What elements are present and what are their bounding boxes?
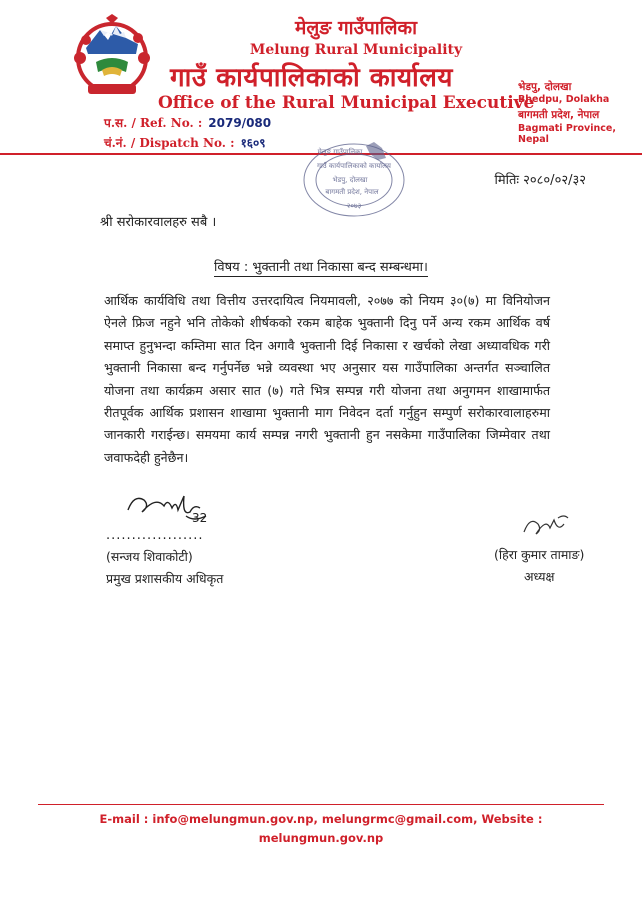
municipality-name-nepali: मेलुङ गाउँपालिका [294, 17, 418, 39]
signatory-title-right: अध्यक्ष [524, 569, 555, 584]
footer-line-1: E-mail : info@melungmun.gov.np, melungrmc@gmail.com, Website : [99, 812, 543, 826]
svg-text:32: 32 [192, 511, 208, 525]
ref-label: प.स. / Ref. No. : [104, 116, 203, 130]
office-name-nepali: गाउँ कार्यपालिकाको कार्यालय [170, 63, 453, 93]
signatory-name-right: (हिरा कुमार तामाङ) [494, 547, 585, 562]
signatory-name-left: (सन्जय शिवाकोटी) [106, 549, 193, 564]
signatory-title-left: प्रमुख प्रशासकीय अधिकृत [106, 571, 224, 586]
footer-line-2: melungmun.gov.np [258, 831, 384, 845]
subject-text: विषय : भुक्तानी तथा निकासा बन्द सम्बन्धमा। [214, 260, 428, 275]
letter-date: मितिः २०८०/०२/३२ [494, 173, 586, 188]
dispatch-label: चं.नं. / Dispatch No. : [104, 136, 235, 150]
signature-line-left: ................... [106, 528, 204, 543]
address-nepali-1: भेडपु, दोलखा [518, 81, 572, 93]
office-name-english: Office of the Rural Municipal Executive [158, 93, 535, 113]
office-stamp [300, 138, 408, 220]
dispatch-number-line [104, 134, 266, 151]
ref-value: 2079/080 [208, 116, 272, 130]
stamp-line-3: भेडपु, दोलखा [332, 176, 368, 184]
subject-line [0, 256, 642, 275]
dispatch-value: १६०९ [240, 136, 266, 150]
stamp-line-1: मेलुङ गाउँपालिका [317, 148, 363, 156]
stamp-line-5: २०७३ [346, 202, 362, 210]
address-english-2: Bagmati Province, Nepal [518, 123, 616, 145]
recipient: श्री सरोकारवालहरु सबै । [100, 215, 217, 230]
stamp-map-icon [366, 142, 386, 160]
stamp-line-4: बागमती प्रदेश, नेपाल [325, 188, 379, 196]
municipality-name-english: Melung Rural Municipality [249, 42, 463, 58]
ref-number-line [104, 114, 271, 131]
footer-contact [0, 810, 642, 848]
footer-divider [38, 804, 604, 805]
address-english-1: Bhedpu, Dolakha [518, 94, 610, 105]
signature-right-icon [518, 510, 578, 540]
letter-body: आर्थिक कार्यविधि तथा वित्तीय उत्तरदायित्व नियमावली, २०७७ को नियम ३०(७) मा विनियोजन ऐनले फ्रिज नहुने भनि तोकेको शीर्षकको रकम बाहेक भुक्तानी दिनु पर्ने अन्य रकम आर्थिक वर्ष समाप्त हुनुभन्दा कम्तिमा सात दिन अगावै भुक्तानी दिई निकासा र खर्चको लेखा अध्यावधिक गरी भुक्तानी निकासा बन्द गर्नुपर्नेछ भन्ने व्यवस्था भए अनुसार यस गाउँपालिका अन्तर्गत सञ्चालित योजना तथा कार्यक्रम असार सात (७) गते भित्र सम्पन्न गरी योजना तथा अनुगमन शाखामार्फत रीतपूर्वक आर्थिक प्रशासन शाखामा भुक्तानी माग निवेदन दर्ता गर्नुहुन सम्पुर्ण सरोकारवालाहरुमा जानकारी गराईन्छ। समयमा कार्य सम्पन्न नगरी भुक्तानी हुन नसकेमा गाउँपालिका जिम्मेवार तथा जवाफदेही हुनेछैन। [104, 293, 550, 465]
address-nepali-2: बागमती प्रदेश, नेपाल [518, 109, 600, 121]
stamp-line-2: गाउँ कार्यपालिकाको कार्यालय [317, 162, 391, 170]
signature-left-icon [120, 486, 220, 534]
